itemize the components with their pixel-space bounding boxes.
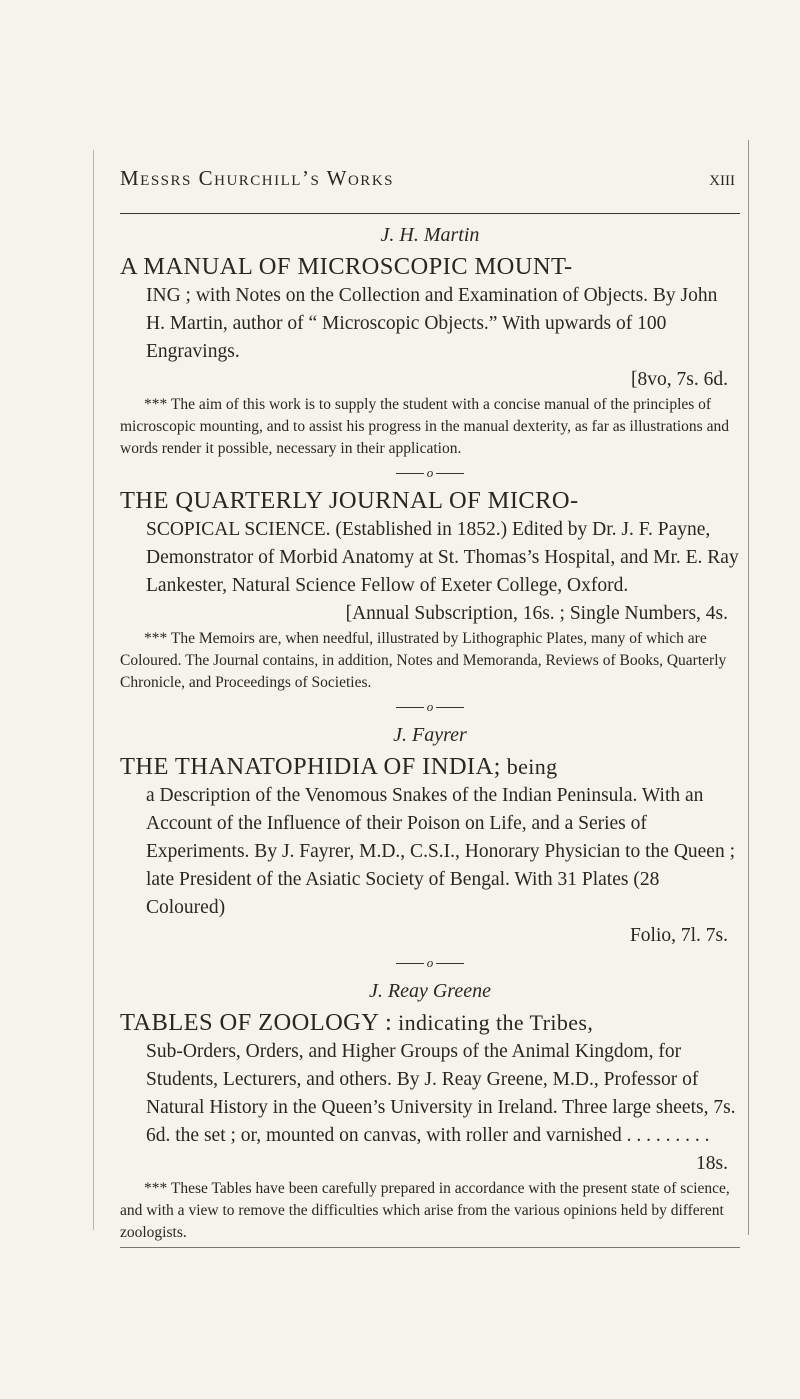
page-number: xiii <box>709 166 735 190</box>
entry-description: a Description of the Venomous Snakes of the Indian Peninsula. With an Account of the Influence of their Poison on Life, and a Series of Experiments. By J. Fayrer, M.D., C.S.I., Honorary Physician to the Queen ; late President of the Asiatic Society of Bengal. With 31 Plates (28 Coloured) <box>146 785 736 918</box>
entry-price: [8vo, 7s. 6d. <box>631 369 728 390</box>
entry-author: J. Fayrer <box>393 724 467 746</box>
entry-description: Sub-Orders, Orders, and Higher Groups of the Animal Kingdom, for Students, Lecturers, and others. By J. Reay Greene, M.D., Professor of Natural History in the Queen’s University in Ireland. Three large sheets, 7s. 6d. the set ; or, mounted on canvas, with roller and varnished . . . . . . . . . <box>146 1041 736 1146</box>
catalogue-entry-thanatophidia <box>120 720 740 950</box>
entry-title <box>120 1008 740 1038</box>
footer-rule <box>120 1247 740 1248</box>
divider-mark: o <box>426 699 434 714</box>
catalogue-entries <box>120 220 740 1244</box>
entry-note: *** These Tables have been carefully prepared in accordance with the present state of science, and with a view to remove the difficulties which arise from the various opinions held by different zoologists. <box>120 1180 730 1241</box>
entry-description: ING ; with Notes on the Collection and Examination of Objects. By John H. Martin, author of “ Microscopic Objects.” With upwards of 100 Engravings. <box>146 285 718 362</box>
entry-title-lead: TABLES OF ZOOLOGY : <box>120 1009 393 1036</box>
section-divider <box>120 696 740 718</box>
entry-title-tail: indicating the Tribes, <box>392 1010 594 1035</box>
section-divider <box>120 952 740 974</box>
entry-title: A MANUAL OF MICROSCOPIC MOUNT- <box>120 253 573 280</box>
entry-price: [Annual Subscription, 16s. ; Single Numbers, 4s. <box>345 603 728 624</box>
entry-title-lead: THE THANATOPHIDIA OF INDIA; <box>120 753 501 780</box>
entry-title: THE QUARTERLY JOURNAL OF MICRO- <box>120 487 579 514</box>
header-rule <box>120 213 740 214</box>
entry-price: 18s. <box>696 1153 728 1174</box>
divider-mark: o <box>426 955 434 970</box>
catalogue-entry-quarterly-journal <box>120 486 740 694</box>
catalogue-entry-microscopic-mounting <box>120 220 740 460</box>
entry-title-tail: being <box>500 754 558 779</box>
page-edge-right <box>748 140 749 1235</box>
page-header <box>120 166 735 206</box>
page-edge-left <box>93 150 94 1230</box>
section-divider <box>120 462 740 484</box>
divider-mark: o <box>426 465 434 480</box>
entry-price: Folio, 7l. 7s. <box>629 925 728 946</box>
entry-author: J. Reay Greene <box>369 980 491 1002</box>
entry-note: *** The Memoirs are, when needful, illustrated by Lithographic Plates, many of which are Coloured. The Journal contains, in addition, Notes and Memoranda, Reviews of Books, Quarterly Chronicle, and Proceedings of Societies. <box>120 630 727 691</box>
catalogue-entry-tables-of-zoology <box>120 976 740 1244</box>
entry-title <box>120 752 740 782</box>
entry-author: J. H. Martin <box>380 224 480 246</box>
entry-note: *** The aim of this work is to supply the student with a concise manual of the principles of microscopic mounting, and to assist his progress in the manual dexterity, as far as illustrations and words render it possible, necessary in their application. <box>120 396 729 457</box>
entry-description: SCOPICAL SCIENCE. (Established in 1852.) Edited by Dr. J. F. Payne, Demonstrator of Morbid Anatomy at St. Thomas’s Hospital, and Mr. E. Ray Lankester, Natural Science Fellow of Exeter College, Oxford. <box>146 519 739 596</box>
running-head: Messrs Churchill’s Works <box>120 166 394 190</box>
